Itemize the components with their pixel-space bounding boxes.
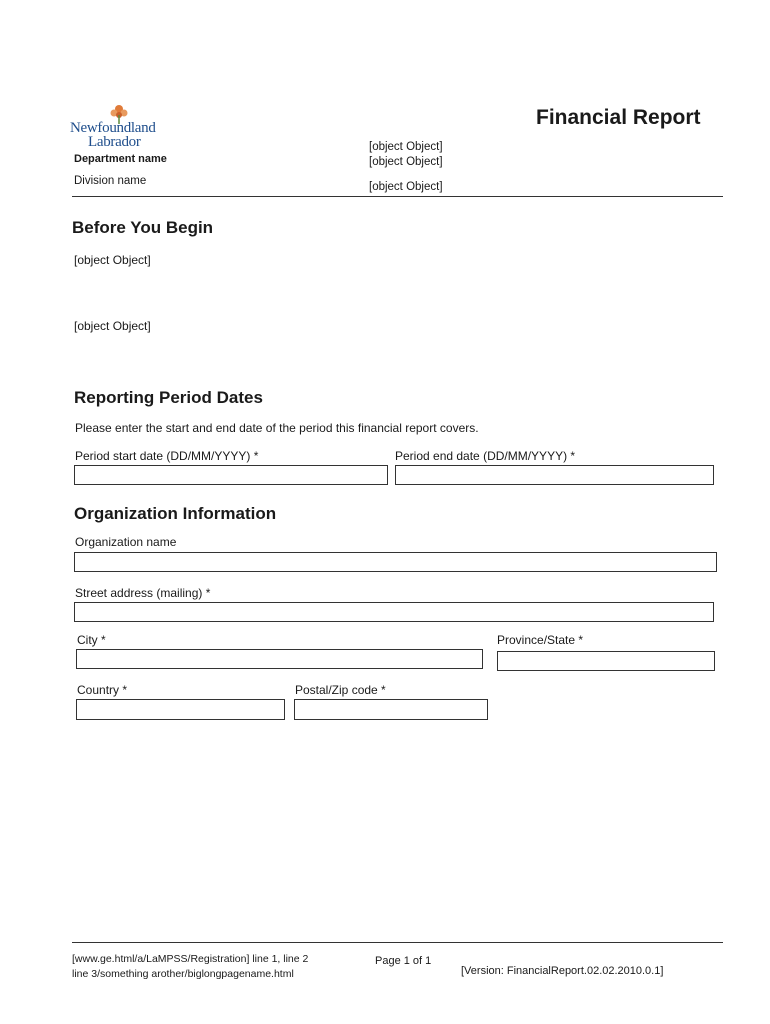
- header-meta-2: [object Object]: [369, 156, 443, 168]
- period-end-input[interactable]: [395, 465, 714, 485]
- division-name: Division name: [74, 175, 147, 187]
- country-input[interactable]: [76, 699, 285, 720]
- city-label: City *: [77, 633, 106, 647]
- postal-code-input[interactable]: [294, 699, 488, 720]
- street-address-input[interactable]: [74, 602, 714, 622]
- footer-version: [Version: FinancialReport.02.02.2010.0.1]: [461, 965, 664, 977]
- period-start-label: Period start date (DD/MM/YYYY) *: [75, 449, 259, 463]
- street-address-label: Street address (mailing) *: [75, 586, 211, 600]
- province-input[interactable]: [497, 651, 715, 671]
- organization-name-label: Organization name: [75, 535, 177, 549]
- country-label: Country *: [77, 683, 128, 697]
- footer-url-line-2: line 3/something arother/biglongpagename.html: [72, 968, 294, 980]
- organization-name-input[interactable]: [74, 552, 717, 572]
- section-heading-reporting-period: Reporting Period Dates: [74, 388, 263, 407]
- logo-text-labrador: Labrador: [88, 134, 141, 150]
- page-title: Financial Report: [536, 106, 701, 129]
- period-end-label: Period end date (DD/MM/YYYY) *: [395, 449, 576, 463]
- department-name: Department name: [74, 153, 167, 165]
- period-start-input[interactable]: [74, 465, 388, 485]
- city-input[interactable]: [76, 649, 483, 669]
- postal-code-label: Postal/Zip code *: [295, 683, 386, 697]
- footer-divider: [72, 942, 723, 943]
- section-heading-before-you-begin: Before You Begin: [72, 218, 214, 237]
- header-meta-1: [object Object]: [369, 141, 443, 153]
- footer-url-line-1: [www.ge.html/a/LaMPSS/Registration] line 1, line 2: [72, 953, 309, 965]
- logo-text-newfoundland: Newfoundland: [70, 120, 156, 136]
- province-label: Province/State *: [497, 633, 584, 647]
- header-divider: [72, 196, 723, 197]
- footer-page-number: Page 1 of 1: [375, 955, 432, 967]
- header-meta-3: [object Object]: [369, 181, 443, 193]
- before-paragraph-1: [object Object]: [74, 253, 151, 267]
- before-paragraph-2: [object Object]: [74, 319, 151, 333]
- section-heading-organization: Organization Information: [74, 504, 277, 523]
- reporting-instructions: Please enter the start and end date of the period this financial report covers.: [75, 421, 479, 435]
